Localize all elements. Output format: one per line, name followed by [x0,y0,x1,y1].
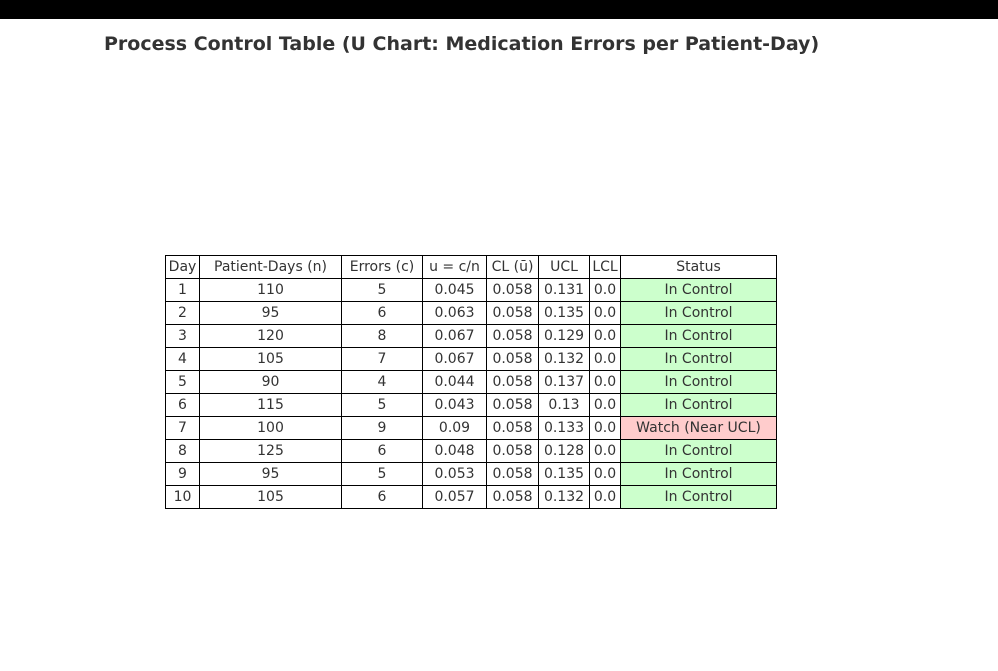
cell-ucl: 0.128 [539,440,590,463]
cell-day: 2 [166,302,200,325]
cell-status: In Control [621,486,777,509]
cell-u: 0.048 [423,440,487,463]
table-body [166,279,777,509]
cell-patient-days: 110 [200,279,342,302]
table-row [166,371,777,394]
cell-u: 0.057 [423,486,487,509]
cell-u: 0.043 [423,394,487,417]
cell-status: In Control [621,302,777,325]
cell-day: 9 [166,463,200,486]
cell-errors: 9 [342,417,423,440]
cell-errors: 6 [342,440,423,463]
cell-errors: 4 [342,371,423,394]
cell-lcl: 0.0 [590,302,621,325]
cell-status: In Control [621,348,777,371]
cell-cl: 0.058 [487,417,539,440]
cell-ucl: 0.135 [539,463,590,486]
cell-cl: 0.058 [487,394,539,417]
cell-day: 5 [166,371,200,394]
cell-errors: 5 [342,279,423,302]
table-row [166,486,777,509]
cell-patient-days: 100 [200,417,342,440]
cell-errors: 5 [342,463,423,486]
cell-day: 7 [166,417,200,440]
cell-patient-days: 95 [200,463,342,486]
table-row [166,394,777,417]
cell-status: In Control [621,279,777,302]
table-row [166,348,777,371]
cell-errors: 6 [342,302,423,325]
cell-status: In Control [621,440,777,463]
cell-ucl: 0.131 [539,279,590,302]
column-header-lcl: LCL [590,256,621,279]
cell-lcl: 0.0 [590,279,621,302]
chart-title: Process Control Table (U Chart: Medication Errors per Patient-Day) [104,33,820,55]
column-header-errors: Errors (c) [342,256,423,279]
cell-status: In Control [621,371,777,394]
cell-day: 4 [166,348,200,371]
window-top-bar [0,0,998,19]
cell-u: 0.044 [423,371,487,394]
cell-day: 6 [166,394,200,417]
cell-patient-days: 105 [200,486,342,509]
cell-u: 0.045 [423,279,487,302]
column-header-day: Day [166,256,200,279]
table-row [166,463,777,486]
cell-patient-days: 115 [200,394,342,417]
cell-cl: 0.058 [487,348,539,371]
cell-lcl: 0.0 [590,371,621,394]
cell-ucl: 0.132 [539,486,590,509]
cell-lcl: 0.0 [590,417,621,440]
cell-u: 0.067 [423,348,487,371]
cell-cl: 0.058 [487,486,539,509]
cell-errors: 7 [342,348,423,371]
cell-lcl: 0.0 [590,394,621,417]
cell-ucl: 0.132 [539,348,590,371]
column-header-patient-days: Patient-Days (n) [200,256,342,279]
cell-u: 0.053 [423,463,487,486]
table-row [166,279,777,302]
cell-errors: 8 [342,325,423,348]
cell-lcl: 0.0 [590,463,621,486]
table-header-row [166,256,777,279]
cell-errors: 6 [342,486,423,509]
table-row [166,302,777,325]
cell-patient-days: 90 [200,371,342,394]
cell-patient-days: 105 [200,348,342,371]
cell-status: Watch (Near UCL) [621,417,777,440]
cell-lcl: 0.0 [590,325,621,348]
cell-cl: 0.058 [487,440,539,463]
cell-cl: 0.058 [487,325,539,348]
cell-cl: 0.058 [487,279,539,302]
cell-day: 1 [166,279,200,302]
cell-patient-days: 125 [200,440,342,463]
cell-lcl: 0.0 [590,440,621,463]
cell-status: In Control [621,463,777,486]
cell-ucl: 0.13 [539,394,590,417]
cell-ucl: 0.137 [539,371,590,394]
table-row [166,417,777,440]
table-row [166,440,777,463]
cell-day: 10 [166,486,200,509]
cell-lcl: 0.0 [590,348,621,371]
cell-u: 0.063 [423,302,487,325]
cell-status: In Control [621,394,777,417]
column-header-u: u = c/n [423,256,487,279]
cell-day: 3 [166,325,200,348]
column-header-ucl: UCL [539,256,590,279]
cell-ucl: 0.135 [539,302,590,325]
process-control-table [165,255,777,509]
column-header-status: Status [621,256,777,279]
cell-u: 0.09 [423,417,487,440]
cell-cl: 0.058 [487,302,539,325]
cell-u: 0.067 [423,325,487,348]
cell-day: 8 [166,440,200,463]
cell-status: In Control [621,325,777,348]
cell-lcl: 0.0 [590,486,621,509]
cell-patient-days: 120 [200,325,342,348]
cell-ucl: 0.133 [539,417,590,440]
table-row [166,325,777,348]
column-header-cl: CL (ū) [487,256,539,279]
cell-errors: 5 [342,394,423,417]
cell-patient-days: 95 [200,302,342,325]
cell-cl: 0.058 [487,371,539,394]
cell-cl: 0.058 [487,463,539,486]
cell-ucl: 0.129 [539,325,590,348]
